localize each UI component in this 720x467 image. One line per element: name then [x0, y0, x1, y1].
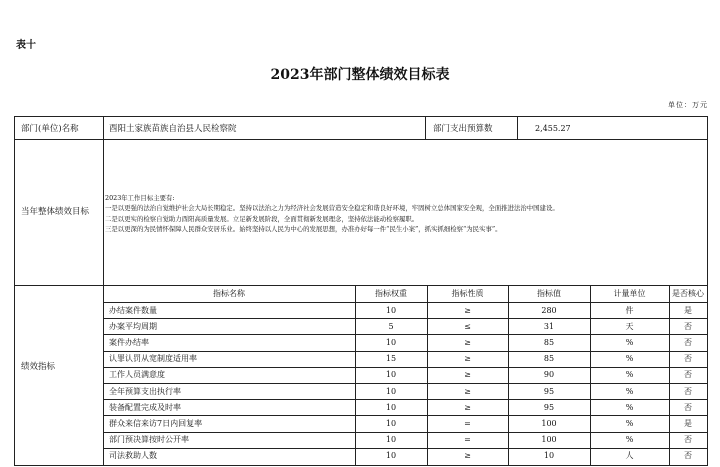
indicator-weight: 10: [385, 451, 397, 461]
grid-row-divider: [103, 302, 707, 303]
unit-label: 单位：万元: [668, 101, 708, 109]
table-number-label: 表十: [16, 40, 36, 51]
document-title: 2023年部门整体绩效目标表: [270, 67, 450, 83]
indicator-weight: 10: [385, 337, 397, 347]
indicator-core: 否: [684, 451, 692, 461]
indicator-core: 是: [684, 305, 692, 315]
row-divider: [15, 285, 707, 286]
indicator-nature: =: [464, 435, 471, 445]
indicator-name: 部门预决算按时公开率: [109, 435, 189, 445]
indicator-unit: %: [625, 337, 634, 347]
indicator-name: 办结案件数量: [109, 305, 157, 315]
goal-label: 当年整体绩效目标: [21, 207, 90, 217]
indicator-nature: =: [464, 418, 471, 428]
dept-name-label: 部门(单位)名称: [21, 124, 79, 134]
indicator-value: 100: [541, 418, 557, 428]
grid-row-divider: [103, 351, 707, 352]
indicator-core: 否: [684, 337, 692, 347]
indicator-core: 否: [684, 354, 692, 364]
perf-indicator-label: 绩效指标: [21, 362, 56, 372]
goal-line: 二是以更实的检察自觉助力酉阳高质量发展。立足新发展阶段，全面贯彻新发展理念，坚持依法能动检察履职。: [105, 214, 419, 223]
indicator-nature: ≥: [464, 354, 471, 364]
indicator-name: 装备配置完成及时率: [109, 402, 181, 412]
indicator-core: 否: [684, 321, 692, 331]
goal-line: 一是以更强的法治自觉维护社会大局长期稳定。坚持以法治之力为经济社会发展营造安全稳定和谐良好环境，牢固树立总体国家安全观，全面推进法治中国建设。: [105, 204, 559, 213]
column-header-indicator-name: 指标名称: [213, 289, 245, 298]
indicator-weight: 5: [388, 321, 394, 331]
indicator-core: 否: [684, 386, 692, 396]
indicator-unit: %: [625, 354, 634, 364]
indicator-weight: 10: [385, 418, 397, 428]
indicator-value: 95: [543, 402, 555, 412]
goal-text: [105, 193, 705, 235]
indicator-unit: %: [625, 386, 634, 396]
indicator-nature: ≥: [464, 337, 471, 347]
indicator-value: 10: [543, 451, 555, 461]
indicator-unit: 件: [625, 305, 634, 315]
indicator-unit: 天: [625, 321, 634, 331]
indicator-core: 否: [684, 435, 692, 445]
indicator-value: 95: [543, 386, 555, 396]
row-divider: [15, 139, 707, 140]
indicator-name: 办案平均周期: [109, 321, 157, 331]
column-header-indicator-value: 指标值: [537, 289, 561, 298]
grid-row-divider: [103, 415, 707, 416]
indicator-weight: 10: [385, 402, 397, 412]
indicator-nature: ≥: [464, 451, 471, 461]
indicator-value: 100: [541, 435, 557, 445]
indicator-unit: %: [625, 370, 634, 380]
indicator-name: 全年预算支出执行率: [109, 386, 181, 396]
indicator-nature: ≥: [464, 370, 471, 380]
indicator-value: 280: [541, 305, 557, 315]
column-divider: [517, 117, 518, 139]
performance-table: [14, 116, 708, 466]
grid-row-divider: [103, 334, 707, 335]
indicator-weight: 10: [385, 370, 397, 380]
indicator-unit: %: [625, 402, 634, 412]
grid-row-divider: [103, 383, 707, 384]
indicator-value: 85: [543, 337, 555, 347]
indicator-core: 否: [684, 402, 692, 412]
indicator-nature: ≥: [464, 402, 471, 412]
dept-name-value: 酉阳土家族苗族自治县人民检察院: [109, 124, 237, 134]
indicator-core: 否: [684, 370, 692, 380]
budget-label: 部门支出预算数: [433, 124, 493, 134]
grid-row-divider: [103, 432, 707, 433]
indicator-name: 认罪认罚从宽制度适用率: [109, 354, 197, 364]
column-header-indicator-nature: 指标性质: [451, 289, 484, 298]
indicator-weight: 10: [385, 305, 397, 315]
grid-row-divider: [103, 399, 707, 400]
indicator-name: 群众来信来访7日内回复率: [109, 418, 203, 428]
indicator-weight: 15: [385, 354, 397, 364]
goal-line: 三是以更深的为民情怀保障人民群众安居乐业。始终坚持以人民为中心的发展思想，办准办好每一件“民生小案”，抓实抓细检察“为民实事”。: [105, 225, 502, 234]
indicator-unit: 人: [625, 451, 634, 461]
indicator-weight: 10: [385, 435, 397, 445]
indicator-name: 司法救助人数: [109, 451, 157, 461]
indicator-value: 31: [543, 321, 555, 331]
budget-value: 2,455.27: [535, 124, 571, 133]
column-header-indicator-weight: 指标权重: [375, 289, 407, 298]
indicator-weight: 10: [385, 386, 397, 396]
grid-row-divider: [103, 367, 707, 368]
indicator-core: 是: [684, 418, 692, 428]
indicator-value: 85: [543, 354, 555, 364]
grid-row-divider: [103, 318, 707, 319]
indicator-value: 90: [543, 370, 555, 380]
indicator-nature: ≥: [464, 305, 471, 315]
indicator-nature: ≥: [464, 386, 471, 396]
column-divider: [425, 117, 426, 139]
indicator-unit: %: [625, 418, 634, 428]
goal-line: 2023年工作目标主要有:: [105, 194, 175, 202]
indicator-unit: %: [625, 435, 634, 445]
indicator-name: 工作人员满意度: [109, 370, 165, 380]
indicator-nature: ≤: [464, 321, 471, 331]
indicator-name: 案件办结率: [109, 337, 149, 347]
column-header-indicator-unit: 计量单位: [613, 289, 646, 298]
grid-row-divider: [103, 448, 707, 449]
column-header-indicator-core: 是否核心: [672, 289, 704, 298]
